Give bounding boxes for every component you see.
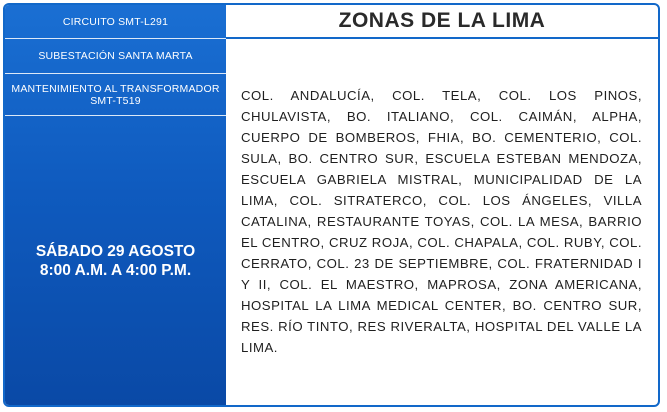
zones-title: ZONAS DE LA LIMA (226, 5, 658, 39)
circuit-label: CIRCUITO SMT-L291 (5, 5, 226, 39)
outage-notice-card (3, 3, 660, 407)
info-panel (5, 5, 226, 405)
substation-label: SUBESTACIÓN SANTA MARTA (5, 39, 226, 74)
zones-panel (226, 5, 658, 405)
schedule-block (5, 116, 226, 405)
date-text: SÁBADO 29 AGOSTO (35, 242, 196, 260)
time-text: 8:00 A.M. A 4:00 P.M. (39, 261, 192, 279)
zones-list-text: COL. ANDALUCÍA, COL. TELA, COL. LOS PINOS, CHULAVISTA, BO. ITALIANO, COL. CAIMÁN, ALPHA, CUERPO DE BOMBEROS, FHIA, BO. CEMENTERIO, COL. SULA, BO. CENTRO SUR, ESCUELA ESTEBAN MENDOZA, ESCUELA GABRIELA MISTRAL, MUNICIPALIDAD DE LA LIMA, COL. SITRATERCO, COL. LOS ÁNGELES, VILLA CATALINA, RESTAURANTE TOYAS, COL. LA MESA, BARRIO EL CENTRO, CRUZ ROJA, COL. CHAPALA, COL. RUBY, COL. CERRATO, COL. 23 DE SEPTIEMBRE, COL. FRATERNIDAD I Y II, COL. EL MAESTRO, MAPROSA, ZONA AMERICANA, HOSPITAL LA LIMA MEDICAL CENTER, BO. CENTRO SUR, RES. RÍO TINTO, RES RIVERALTA, HOSPITAL DEL VALLE LA LIMA. (241, 88, 642, 355)
maintenance-label: MANTENIMIENTO AL TRANSFORMADOR SMT-T519 (5, 74, 226, 116)
